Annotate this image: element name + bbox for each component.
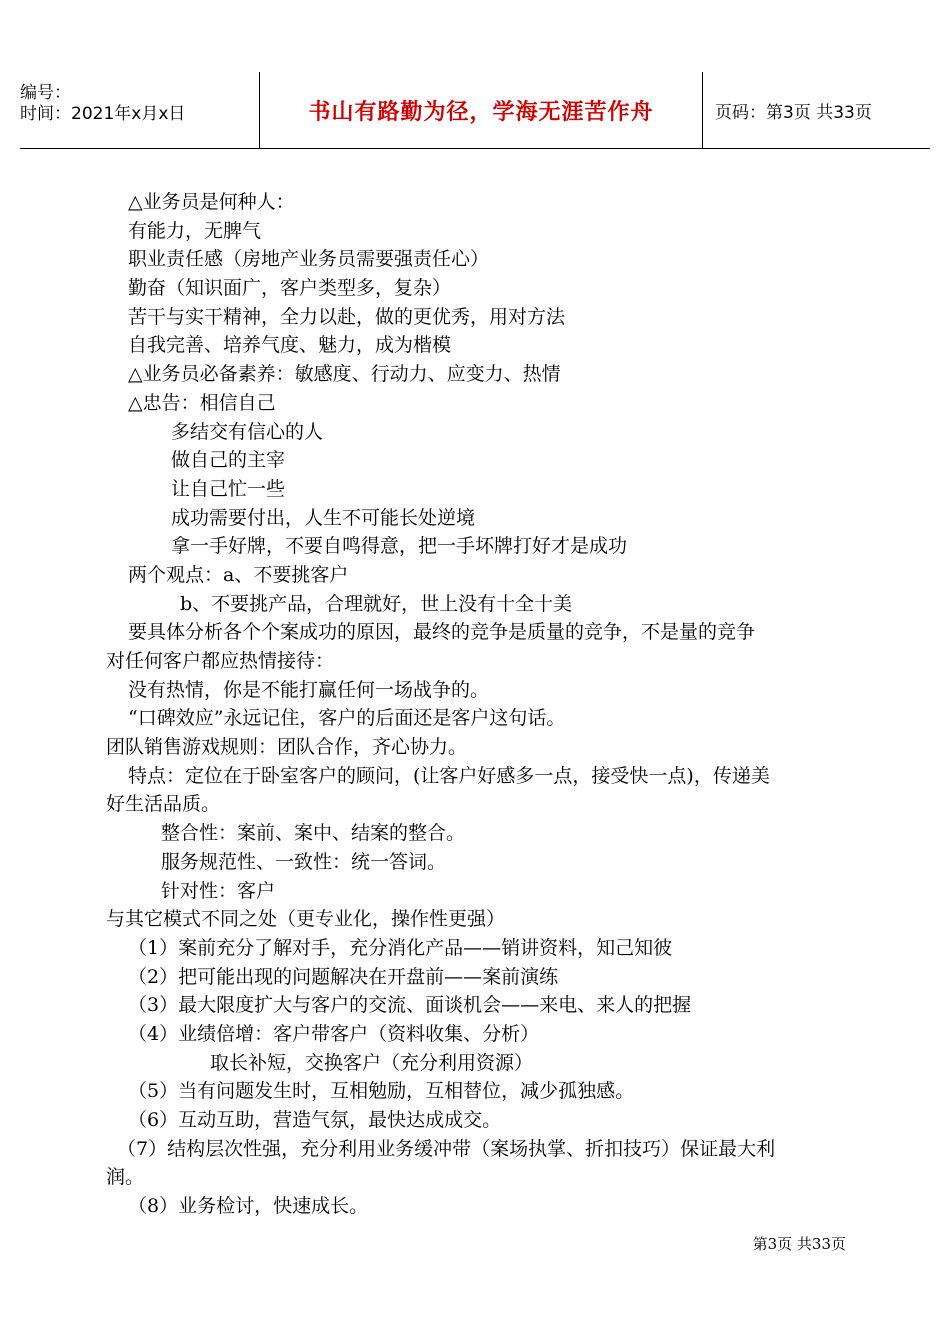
text-line: （6）互动互助，营造气氛，最快达成成交。 [128, 1109, 502, 1131]
text-line: 整合性：案前、案中、结案的整合。 [161, 822, 466, 845]
text-line: △忠告：相信自己 [128, 391, 276, 414]
page-footer-number: 第3页 共33页 [752, 1235, 846, 1253]
text-line: （2）把可能出现的问题解决在开盘前——案前演练 [128, 965, 559, 988]
text-line: 苦干与实干精神，全力以赴，做的更优秀，用对方法 [128, 305, 566, 328]
text-line: 取长补短，交换客户（充分利用资源） [210, 1051, 534, 1074]
text-line: 团队销售游戏规则：团队合作，齐心协力。 [106, 736, 468, 759]
text-line: （5）当有问题发生时，互相勉励，互相替位，减少孤独感。 [128, 1080, 635, 1103]
text-line: （3）最大限度扩大与客户的交流、面谈机会——来电、来人的把握 [128, 994, 692, 1017]
header-info-cell [20, 72, 260, 148]
document-time: 时间：2021年x月x日 [20, 104, 186, 124]
text-line: 职业责任感（房地产业务员需要强责任心） [128, 248, 490, 271]
text-line: △业务员必备素养：敏感度、行动力、应变力、热情 [128, 363, 561, 386]
text-line: 有能力，无脾气 [128, 219, 262, 242]
text-line: 勤奋（知识面广，客户类型多，复杂） [128, 277, 452, 300]
text-line: （7）结构层次性强，充分利用业务缓冲带（案场执掌、折扣技巧）保证最大利 [117, 1137, 776, 1160]
text-line: 对任何客户都应热情接待： [106, 650, 335, 672]
text-line: 多结交有信心的人 [171, 420, 324, 443]
text-line: 两个观点：a、不要挑客户 [128, 563, 349, 586]
text-line: 没有热情，你是不能打赢任何一场战争的。 [128, 678, 490, 701]
text-line: （4）业绩倍增：客户带客户（资料收集、分析） [128, 1022, 540, 1045]
text-line: （8）业务检讨，快速成长。 [128, 1195, 369, 1218]
document-body [0, 188, 950, 1221]
text-line: 好生活品质。 [106, 793, 221, 816]
header-page-cell [703, 72, 930, 148]
text-line: （1）案前充分了解对手，充分消化产品——销讲资料，知己知彼 [128, 936, 673, 959]
header-page-number: 页码：第3页 共33页 [715, 102, 872, 123]
text-line: 自我完善、培养气度、魅力，成为楷模 [128, 334, 452, 357]
text-line: 服务规范性、一致性：统一答词。 [161, 850, 447, 873]
text-line: 让自己忙一些 [171, 477, 286, 500]
page-header [20, 72, 930, 149]
text-line: 润。 [106, 1166, 145, 1189]
text-line: “口碑效应”永远记住，客户的后面还是客户这句话。 [128, 707, 566, 730]
text-line: 针对性：客户 [161, 879, 276, 902]
text-line: 拿一手好牌，不要自鸣得意，把一手坏牌打好才是成功 [171, 535, 628, 558]
header-motto-cell [260, 72, 703, 148]
text-line: 与其它模式不同之处（更专业化，操作性更强） [106, 908, 506, 931]
text-line: △业务员是何种人： [128, 191, 295, 213]
document-number: 编号： [20, 83, 71, 103]
text-line: 特点：定位在于卧室客户的顾问，(让客户好感多一点，接受快一点)，传递美 [128, 764, 770, 787]
text-line: b、不要挑产品，合理就好，世上没有十全十美 [180, 592, 573, 615]
header-motto: 书山有路勤为径，学海无涯苦作舟 [308, 99, 654, 125]
text-line: 要具体分析各个个案成功的原因，最终的竞争是质量的竞争，不是量的竞争 [128, 621, 756, 644]
text-line: 做自己的主宰 [171, 449, 286, 472]
text-line: 成功需要付出，人生不可能长处逆境 [171, 506, 476, 529]
